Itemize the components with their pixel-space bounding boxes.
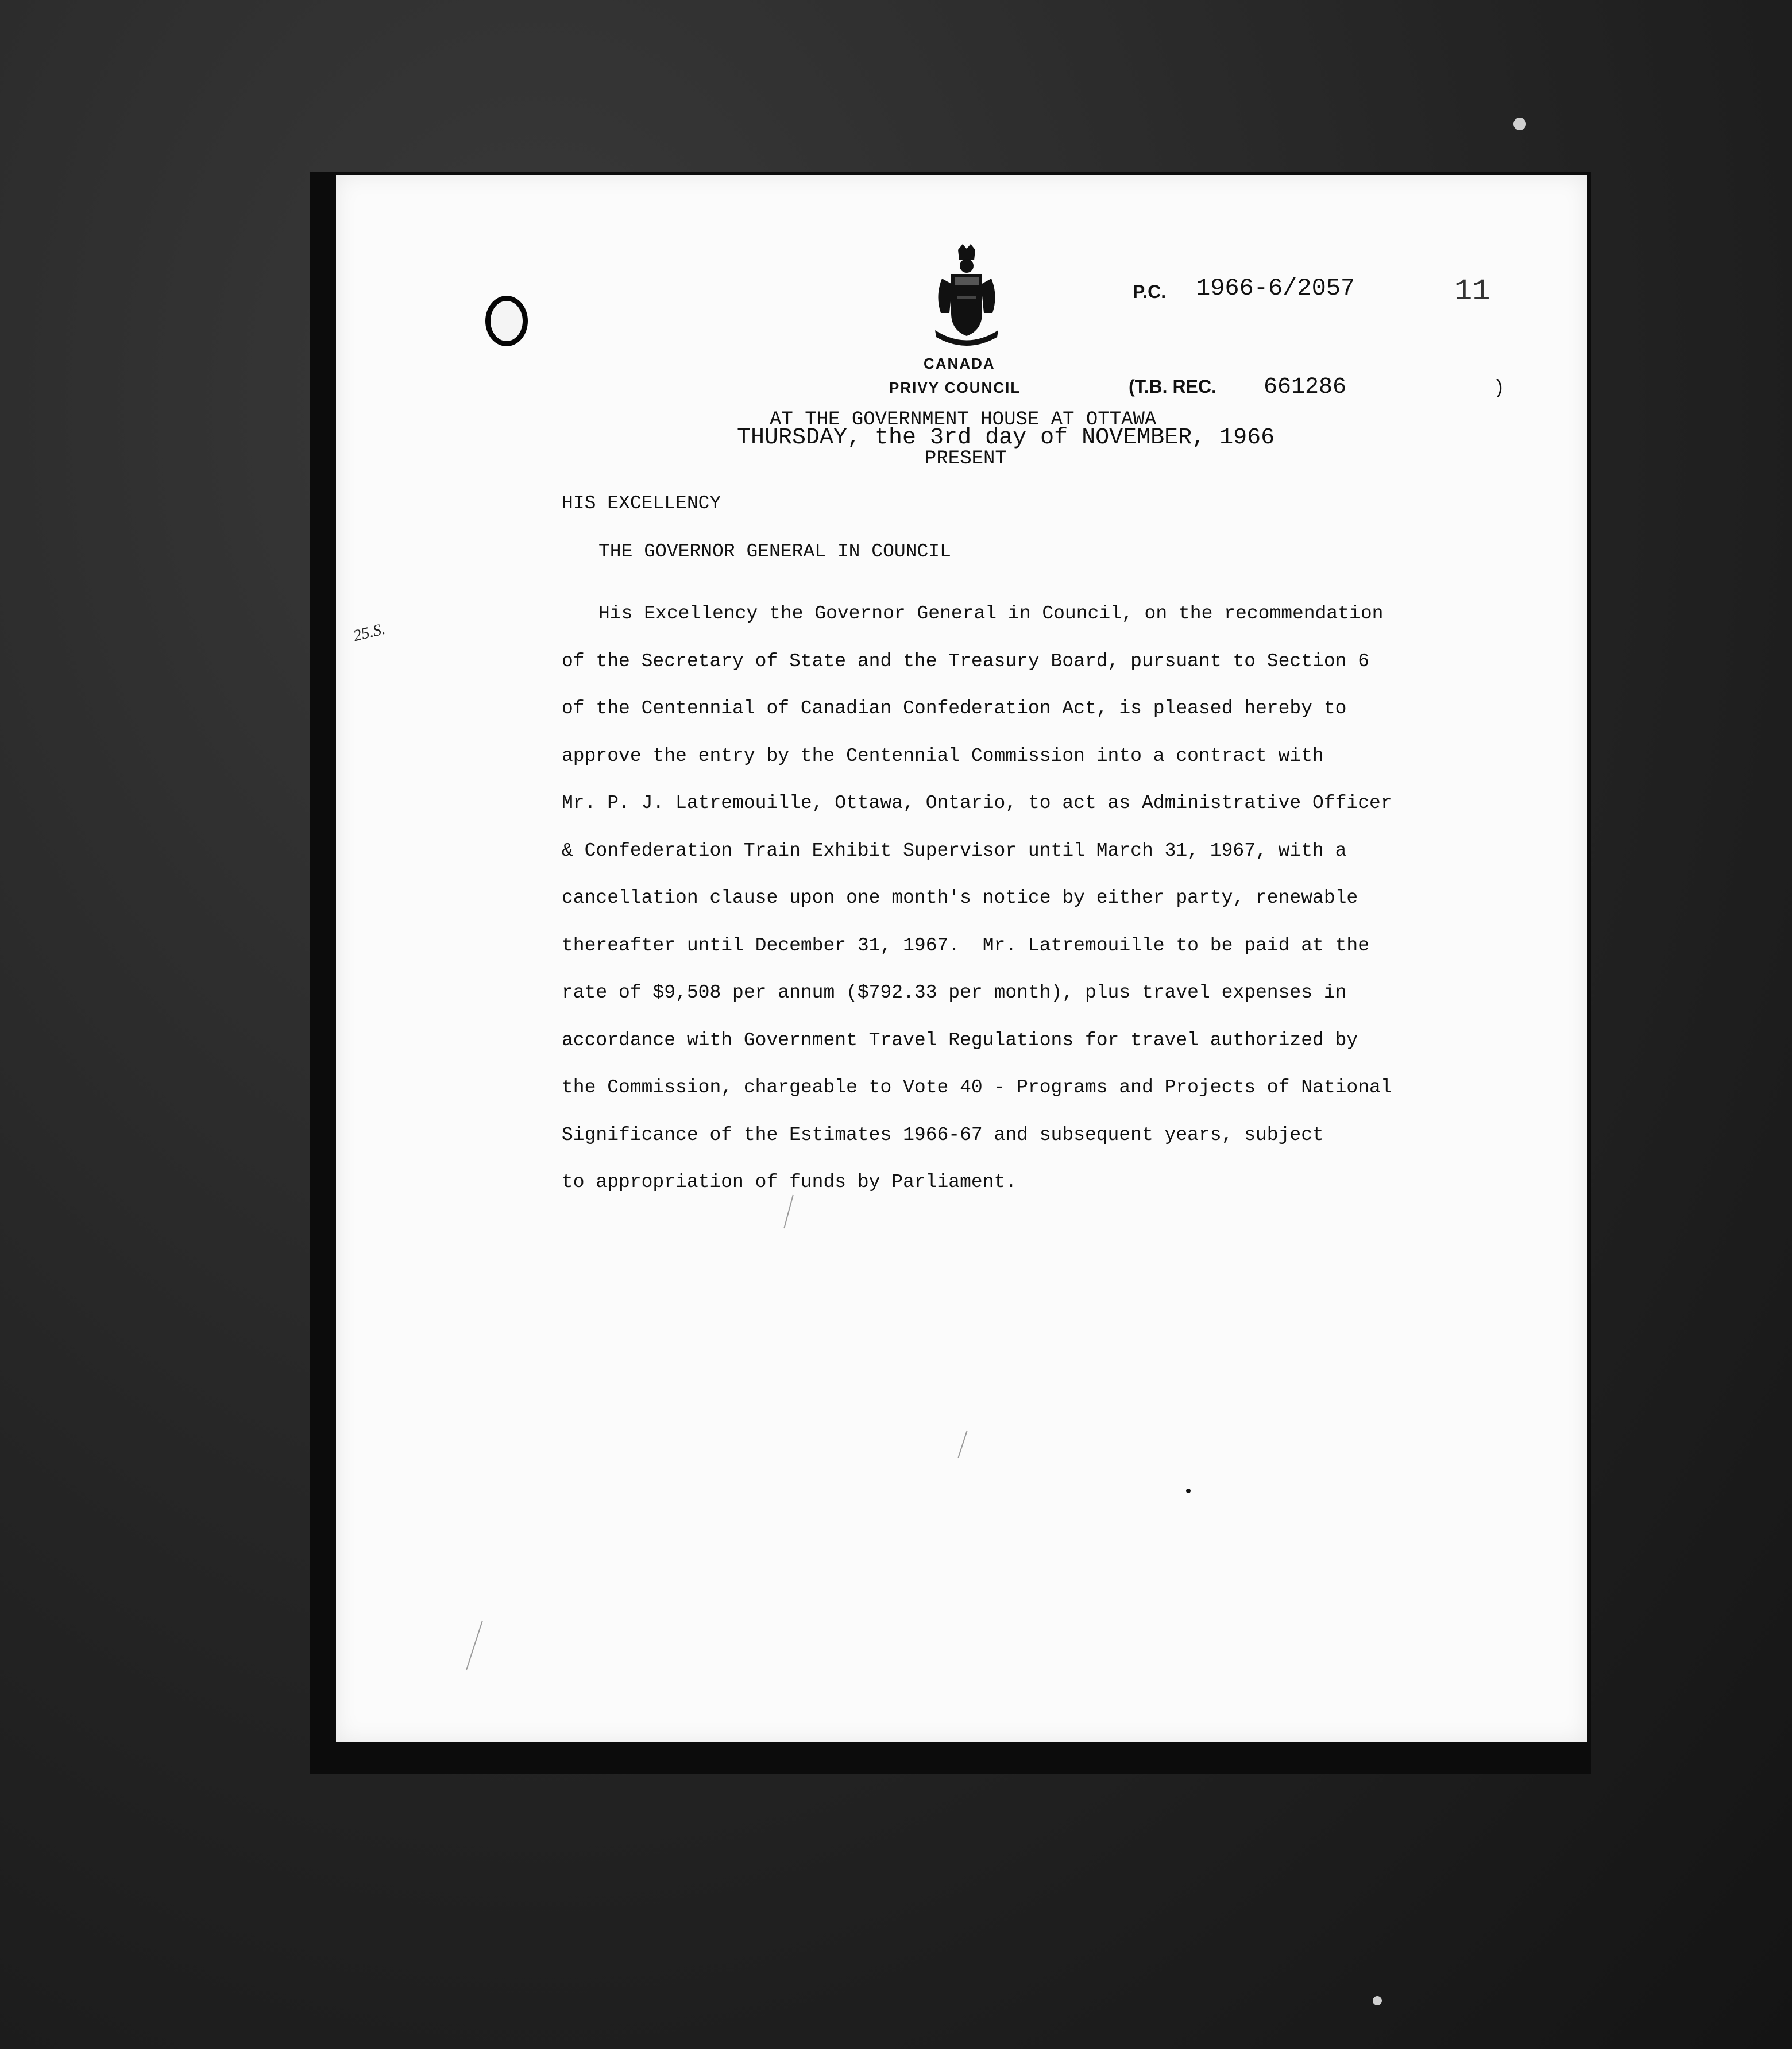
tb-rec-label: (T.B. REC. <box>1129 376 1216 397</box>
body-line: cancellation clause upon one month's notice by either party, renewable <box>562 887 1358 908</box>
folio-number: 11 <box>1454 275 1490 308</box>
body-line: to appropriation of funds by Parliament. <box>562 1172 1017 1193</box>
header-country: CANADA <box>924 355 995 372</box>
body-line: the Commission, chargeable to Vote 40 - Programs and Projects of National <box>562 1077 1392 1098</box>
body-line: of the Centennial of Canadian Confederation Act, is pleased hereby to <box>562 698 1347 719</box>
coat-of-arms-icon <box>929 244 1004 347</box>
pc-label: P.C. <box>1133 281 1167 302</box>
place-line: AT THE GOVERNMENT HOUSE AT OTTAWA <box>770 409 1157 431</box>
pc-number: 1966-6/2057 <box>1196 275 1355 302</box>
salutation-council: THE GOVERNOR GENERAL IN COUNCIL <box>598 541 951 562</box>
present-line: PRESENT <box>925 448 1007 470</box>
body-line: approve the entry by the Centennial Commission into a contract with <box>562 745 1324 767</box>
body-line: Mr. P. J. Latremouille, Ottawa, Ontario, to act as Administrative Officer <box>562 792 1392 814</box>
body-line: of the Secretary of State and the Treasury Board, pursuant to Section 6 <box>562 650 1370 672</box>
punch-hole <box>485 296 528 346</box>
body-line: rate of $9,508 per annum ($792.33 per month), plus travel expenses in <box>562 982 1347 1003</box>
film-speck <box>1373 1996 1382 2005</box>
body-line: accordance with Government Travel Regulations for travel authorized by <box>562 1029 1358 1051</box>
film-speck <box>1186 1489 1191 1493</box>
header-office: PRIVY COUNCIL <box>889 379 1021 396</box>
date-line: THURSDAY, the 3rd day of NOVEMBER, 1966 <box>737 425 1275 451</box>
body-line: Significance of the Estimates 1966-67 and subsequent years, subject <box>562 1124 1324 1146</box>
tb-rec-number: 661286 <box>1264 374 1347 400</box>
margin-annotation: 25.S. <box>351 620 387 645</box>
body-line: & Confederation Train Exhibit Supervisor until March 31, 1967, with a <box>562 840 1347 861</box>
order-body <box>562 590 1458 1207</box>
salutation-excellency: HIS EXCELLENCY <box>562 493 721 514</box>
film-speck <box>1513 118 1526 130</box>
tb-rec-close: ) <box>1496 376 1503 398</box>
body-line: His Excellency the Governor General in Council, on the recommendation <box>598 603 1384 624</box>
body-line: thereafter until December 31, 1967. Mr. Latremouille to be paid at the <box>562 934 1370 956</box>
